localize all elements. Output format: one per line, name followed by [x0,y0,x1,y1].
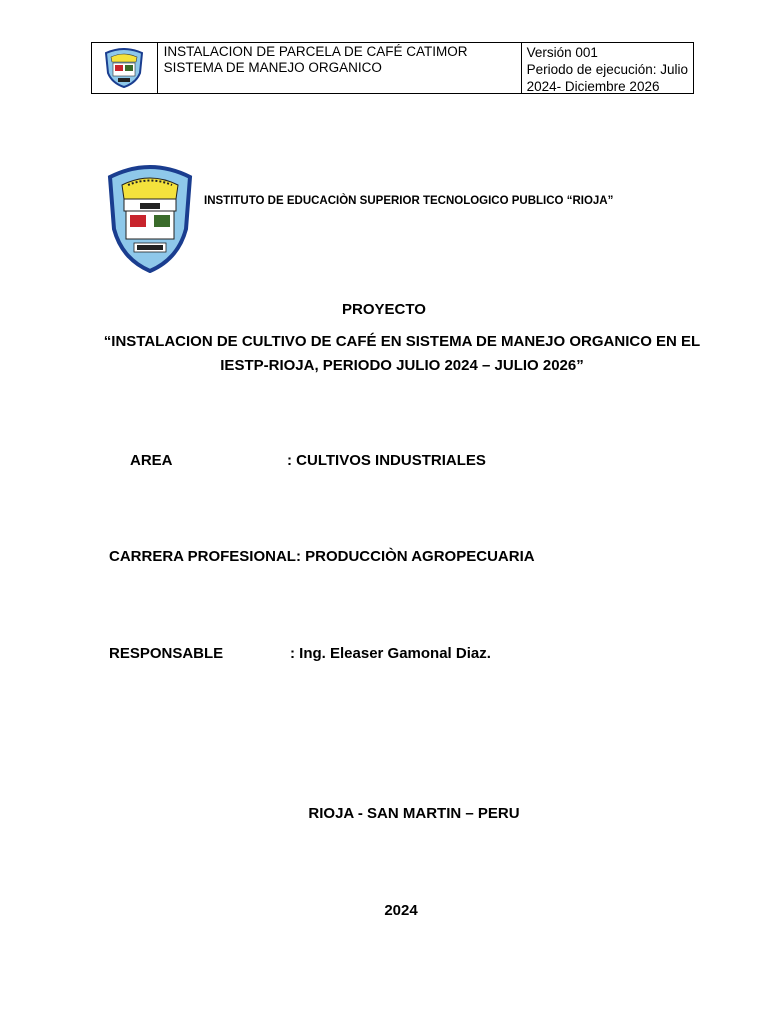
area-value: : CULTIVOS INDUSTRIALES [287,452,486,469]
header-meta [522,43,693,93]
area-label: AREA [130,452,173,469]
institute-seal-icon [103,48,145,88]
header-title: INSTALACION DE PARCELA DE CAFÉ CATIMOR SISTEMA DE MANEJO ORGANICO [158,43,522,93]
document-header [91,42,694,94]
responsable-value: : Ing. Eleaser Gamonal Diaz. [290,645,491,662]
location-text: RIOJA - SAN MARTIN – PERU [308,805,520,822]
period-line-1: Periodo de ejecución: Julio [526,62,688,77]
period-line-2: 2024- Diciembre 2026 [526,79,660,94]
institute-name: INSTITUTO DE EDUCACIÒN SUPERIOR TECNOLOGICO PUBLICO “RIOJA” [204,195,614,207]
header-logo-cell [92,43,158,93]
institute-seal [104,163,196,278]
year-text: 2024 [384,902,418,919]
carrera-profesional: CARRERA PROFESIONAL: PRODUCCIÒN AGROPECUARIA [109,548,535,565]
responsable-label: RESPONSABLE [109,645,224,662]
project-title: “INSTALACION DE CULTIVO DE CAFÉ EN SISTEMA DE MANEJO ORGANICO EN EL IESTP-RIOJA, PERIODO JULIO 2024 – JULIO 2026” [103,333,701,374]
institute-seal-large-icon [104,163,196,273]
version-text: Versión 001 [526,45,598,60]
project-label: PROYECTO [342,301,426,318]
